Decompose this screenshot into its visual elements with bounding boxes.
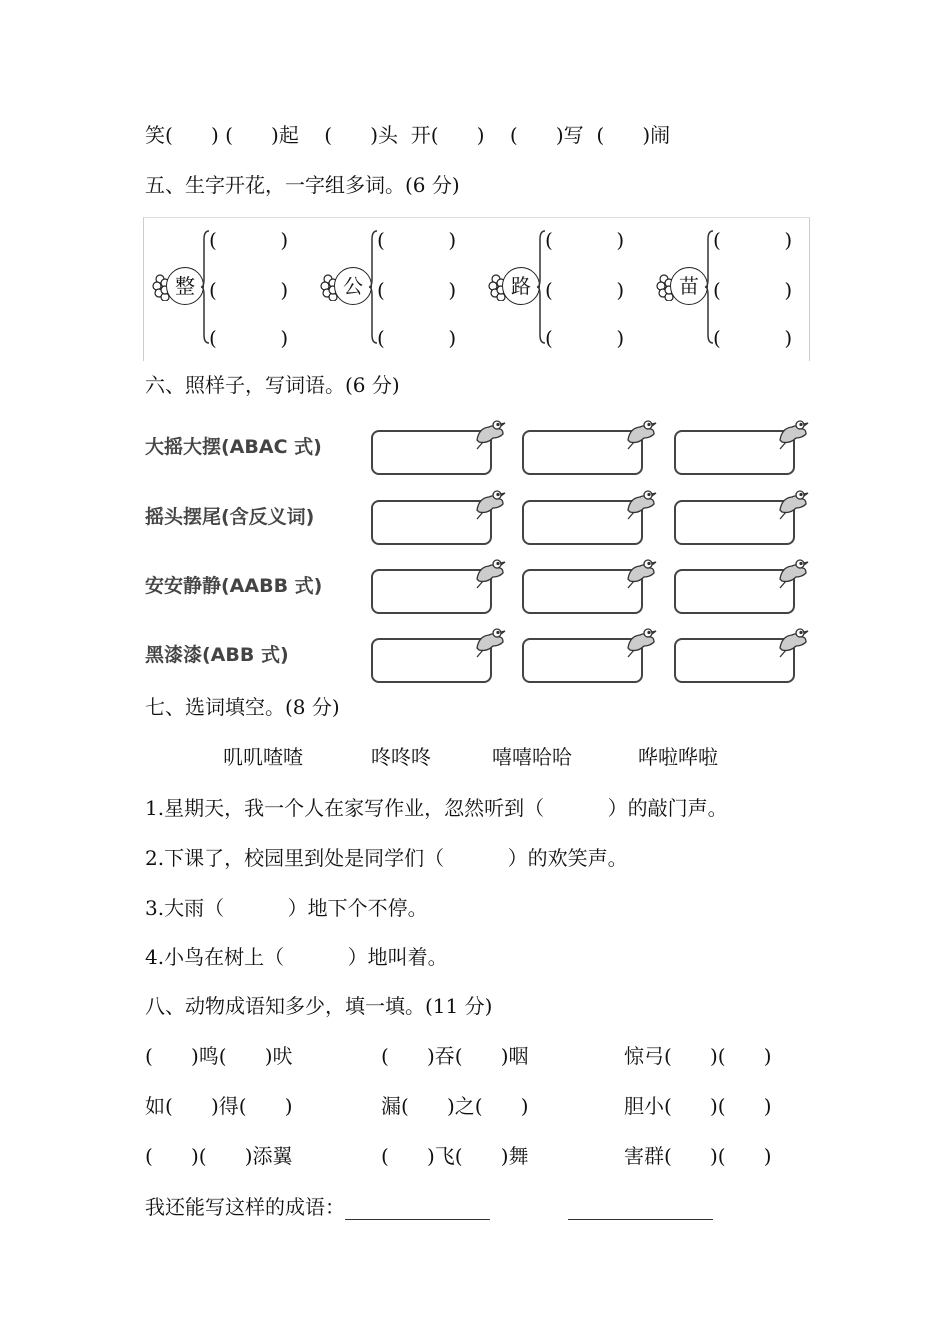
bird-icon — [624, 418, 658, 452]
bird-icon — [776, 488, 810, 522]
idiom-cell[interactable]: 害群( )( ) — [624, 1144, 772, 1168]
idiom-cell[interactable]: ( )飞( )舞 — [381, 1144, 529, 1168]
answer-underline[interactable] — [345, 1201, 490, 1220]
bird-icon — [473, 418, 507, 452]
blank-paren[interactable]: ( ) — [545, 228, 625, 252]
bird-icon — [776, 626, 810, 660]
idiom-cell[interactable]: 惊弓( )( ) — [624, 1044, 772, 1068]
bird-icon — [473, 626, 507, 660]
bird-icon — [624, 557, 658, 591]
question-item: 2.下课了，校园里到处是同学们（ ）的欢笑声。 — [145, 846, 628, 870]
blank-paren[interactable]: ( ) — [713, 278, 793, 302]
section-8-title: 八、动物成语知多少，填一填。(11 分) — [145, 994, 493, 1018]
flower-icon — [320, 263, 366, 309]
blank-paren[interactable]: ( ) — [713, 228, 793, 252]
idiom-cell[interactable]: ( )( )添翼 — [145, 1144, 293, 1168]
fill-line-top: 笑( ) ( )起 ( )头 开( ) ( )写 ( )闹 — [145, 123, 671, 147]
word-choice: 嘻嘻哈哈 — [492, 745, 572, 769]
bird-icon — [776, 418, 810, 452]
question-item: 4.小鸟在树上（ ）地叫着。 — [145, 945, 448, 969]
blank-paren[interactable]: ( ) — [377, 278, 457, 302]
flower-center-char: 整 — [166, 267, 204, 305]
pattern-example-label: 安安静静(AABB 式) — [145, 575, 323, 597]
flower-center-char: 路 — [502, 267, 540, 305]
word-choice: 哗啦哗啦 — [638, 745, 718, 769]
flower-center-char: 苗 — [670, 267, 708, 305]
extra-idiom-label: 我还能写这样的成语： — [145, 1195, 345, 1219]
blank-paren[interactable]: ( ) — [209, 326, 289, 350]
bird-icon — [624, 626, 658, 660]
pattern-example-label: 黑漆漆(ABB 式) — [145, 644, 289, 666]
section-7-title: 七、选词填空。(8 分) — [145, 695, 340, 719]
word-choice: 咚咚咚 — [371, 745, 431, 769]
idiom-cell[interactable]: 胆小( )( ) — [624, 1094, 772, 1118]
pattern-example-label: 摇头摆尾(含反义词) — [145, 506, 315, 528]
bird-icon — [473, 488, 507, 522]
question-item: 3.大雨（ ）地下个不停。 — [145, 896, 428, 920]
flower-icon — [488, 263, 534, 309]
blank-paren[interactable]: ( ) — [209, 278, 289, 302]
section-6-title: 六、照样子，写词语。(6 分) — [145, 373, 400, 397]
bird-icon — [624, 488, 658, 522]
blank-paren[interactable]: ( ) — [377, 326, 457, 350]
idiom-cell[interactable]: ( )鸣( )吠 — [145, 1044, 293, 1068]
idiom-cell[interactable]: ( )吞( )咽 — [381, 1044, 529, 1068]
flower-icon — [152, 263, 198, 309]
idiom-cell[interactable]: 如( )得( ) — [145, 1094, 293, 1118]
pattern-example-label: 大摇大摆(ABAC 式) — [145, 436, 322, 458]
answer-underline[interactable] — [568, 1201, 713, 1220]
bird-icon — [473, 557, 507, 591]
blank-paren[interactable]: ( ) — [545, 326, 625, 350]
section-5-title: 五、生字开花，一字组多词。(6 分) — [145, 173, 460, 197]
flower-icon — [656, 263, 702, 309]
blank-paren[interactable]: ( ) — [209, 228, 289, 252]
blank-paren[interactable]: ( ) — [713, 326, 793, 350]
question-item: 1.星期天，我一个人在家写作业，忽然听到（ ）的敲门声。 — [145, 796, 728, 820]
flower-center-char: 公 — [334, 267, 372, 305]
extra-idiom-line — [145, 1194, 713, 1220]
bird-icon — [776, 557, 810, 591]
blank-paren[interactable]: ( ) — [377, 228, 457, 252]
idiom-cell[interactable]: 漏( )之( ) — [381, 1094, 529, 1118]
word-choice: 叽叽喳喳 — [223, 745, 303, 769]
blank-paren[interactable]: ( ) — [545, 278, 625, 302]
